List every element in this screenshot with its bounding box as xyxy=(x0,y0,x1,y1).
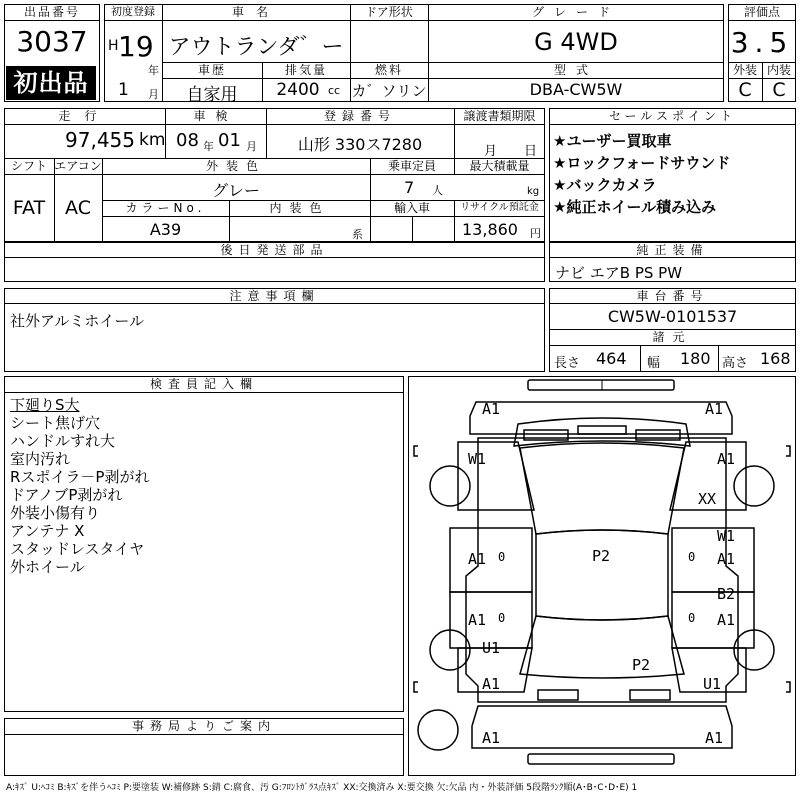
mark-door-fl: A1 xyxy=(468,550,487,568)
inspector-note: アンテナ X xyxy=(10,522,85,540)
legend: A:ｷｽﾞ U:ﾍｺﾐ B:ｷｽﾞを伴うﾍｺﾐ P:要塗装 W:補修跡 S:錆 C:腐食、汚 G:ﾌﾛﾝﾄｶﾞﾗｽ点ｷｽﾞ XX:交換済み X:要交換 欠:欠品 内・外装評価 5段階ﾗﾝｸ順(A･B･C･D･E) 1 xyxy=(6,783,638,793)
fuel: カ゛ソリン xyxy=(351,82,427,100)
mark-roof: P2 xyxy=(592,547,611,565)
mark-bumper-left: A1 xyxy=(482,729,501,747)
sales-point: ★ユーザー買取車 xyxy=(553,132,672,150)
grade: G 4WD xyxy=(534,28,618,56)
inspector-note: ハンドルすれ大 xyxy=(10,432,116,450)
notes-label: 注意事項欄 xyxy=(229,289,320,303)
door-label: ドア形状 xyxy=(365,5,413,19)
car-name: アウトランダ゛ー xyxy=(168,35,344,60)
plate: 山形 330ス7280 xyxy=(297,135,423,154)
inspector-note: ドアノブP剥がれ xyxy=(10,486,123,504)
ac: AC xyxy=(65,197,91,219)
first-listing-badge: 初出品 xyxy=(6,66,96,100)
recycle-label: リサイクル預託金 xyxy=(460,202,539,213)
inspector-note: シート焦げ穴 xyxy=(10,414,101,432)
length: 464 xyxy=(596,349,627,368)
mark-front-left: A1 xyxy=(482,400,501,418)
inspector-note: 室内汚れ xyxy=(10,450,71,468)
mark-door-rl: A1 xyxy=(468,611,487,629)
reg-month: 1 xyxy=(118,80,129,100)
chassis-label: 車台番号 xyxy=(636,289,709,303)
int-color-label: 内装色 xyxy=(269,201,330,215)
mark-door-fr: A1 xyxy=(717,550,736,568)
load-label: 最大積載量 xyxy=(469,159,530,173)
later-parts-label: 後日発送部品 xyxy=(220,243,329,257)
reg-year: 19 xyxy=(118,30,154,63)
transfer-label: 譲渡書類期限 xyxy=(463,109,536,123)
sales-point: ★純正ホイール積み込み xyxy=(553,198,717,216)
inspection-year: 08 xyxy=(176,130,199,151)
mark-door-fr-b: 0 xyxy=(688,550,696,564)
sales-point: ★バックカメラ xyxy=(553,176,657,194)
height: 168 xyxy=(760,349,791,368)
chassis-number: CW5W-0101537 xyxy=(607,307,738,326)
inspection-label: 車検 xyxy=(193,109,238,123)
inspector-note: 外ホイール xyxy=(10,558,85,576)
capacity-unit: 人 xyxy=(432,184,443,197)
mileage: 97,455 xyxy=(65,128,135,152)
load-unit: kg xyxy=(527,186,540,197)
inspector-note: Rスポイラ－P剥がれ xyxy=(10,468,150,486)
sales-point: ★ロックフォードサウンド xyxy=(553,154,731,172)
era: H xyxy=(108,38,119,54)
recycle: 13,860 xyxy=(462,220,518,239)
model: DBA-CW5W xyxy=(529,80,623,99)
mileage-label: 走行 xyxy=(58,109,111,123)
shift-label: シフト xyxy=(10,159,47,173)
inspector-label: 検査員記入欄 xyxy=(149,377,258,391)
length-label: 長さ xyxy=(554,356,581,371)
mark-rear-right: U1 xyxy=(703,675,722,693)
ac-label: エアコン xyxy=(54,159,102,173)
grade-label: グレード xyxy=(531,5,620,19)
mark-front-right: A1 xyxy=(705,400,724,418)
lot-number: 3037 xyxy=(16,25,88,58)
inspector-note: 外装小傷有り xyxy=(10,504,101,522)
mark-door-rr-b: 0 xyxy=(688,611,696,625)
interior-label: 内装 xyxy=(766,63,791,77)
int-color-unit: 系 xyxy=(352,228,363,241)
height-label: 高さ xyxy=(722,356,749,371)
displacement-unit: cc xyxy=(328,84,341,97)
mark-fender-left: W1 xyxy=(468,450,487,468)
history-label: 車歴 xyxy=(197,63,226,77)
inspector-note: 下廻りS大 xyxy=(10,396,80,414)
model-label: 型式 xyxy=(553,63,598,77)
displacement-label: 排気量 xyxy=(284,63,327,77)
mark-door-fr-w: W1 xyxy=(717,527,736,545)
color-no: A39 xyxy=(149,220,182,239)
score: 3.5 xyxy=(730,26,794,59)
displacement: 2400 xyxy=(276,80,320,100)
first-reg-label: 初度登録 xyxy=(111,5,155,18)
shift: FAT xyxy=(12,197,46,219)
mark-door-rl-b: 0 xyxy=(498,611,506,625)
recycle-unit: 円 xyxy=(530,227,541,240)
notes-text: 社外アルミホイール xyxy=(10,312,145,330)
import-label: 輸入車 xyxy=(393,201,430,215)
mark-hood-right: XX xyxy=(698,490,717,508)
lot-number-label: 出品番号 xyxy=(23,5,80,19)
inspection-month-unit: 月 xyxy=(246,140,257,153)
color-no-label: カラーNo. xyxy=(125,201,206,215)
mark-bumper-right: A1 xyxy=(705,729,724,747)
capacity: 7 xyxy=(404,178,415,197)
year-unit: 年 xyxy=(148,64,159,77)
mark-trunk: P2 xyxy=(632,656,651,674)
mark-rear-left: A1 xyxy=(482,675,501,693)
month-unit: 月 xyxy=(148,88,159,101)
plate-label: 登録番号 xyxy=(323,109,396,123)
width-label: 幅 xyxy=(647,356,661,371)
mark-fender-right: A1 xyxy=(717,450,736,468)
inspection-year-unit: 年 xyxy=(203,140,214,153)
inspection-month: 01 xyxy=(218,130,241,151)
office-label: 事務局よりご案内 xyxy=(131,719,276,733)
fuel-label: 燃料 xyxy=(374,63,403,77)
mark-door-rr-b2: B2 xyxy=(717,585,736,603)
transfer-day: 日 xyxy=(524,144,538,159)
capacity-label: 乗車定員 xyxy=(387,159,436,173)
width: 180 xyxy=(680,349,711,368)
inspector-note: スタッドレスタイヤ xyxy=(10,540,145,558)
mark-door-fl-b: 0 xyxy=(498,550,506,564)
color: グレー xyxy=(211,181,260,200)
mark-door-rr: A1 xyxy=(717,611,736,629)
score-label: 評価点 xyxy=(743,5,780,19)
genuine-label: 純正装備 xyxy=(636,243,709,257)
car-name-label: 車名 xyxy=(231,5,280,19)
transfer-month: 月 xyxy=(484,144,498,159)
dims-label: 諸元 xyxy=(652,330,693,344)
sales-label: セールスポイント xyxy=(609,109,736,123)
color-label: 外装色 xyxy=(205,159,266,173)
car-diagram xyxy=(408,376,796,776)
mileage-unit: km xyxy=(139,130,166,150)
mark-quarter-left: U1 xyxy=(482,639,501,657)
interior-grade: C xyxy=(772,79,786,101)
exterior-label: 外装 xyxy=(732,63,757,77)
history: 自家用 xyxy=(186,85,238,105)
exterior-grade: C xyxy=(738,79,752,101)
genuine-equipment: ナビ エアB PS PW xyxy=(555,264,683,282)
